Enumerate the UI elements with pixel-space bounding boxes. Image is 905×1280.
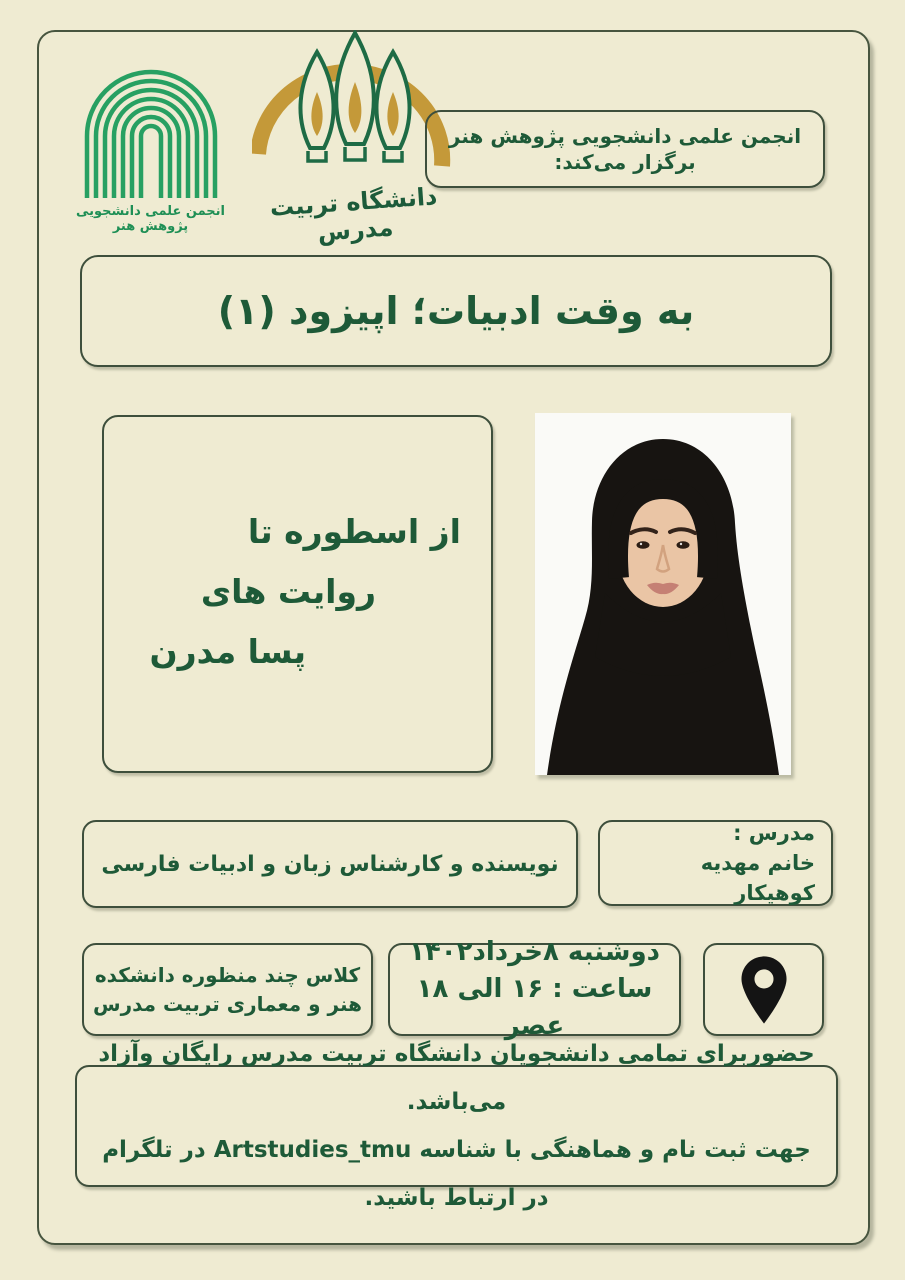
instructor-name: خانم مهدیه کوهیکار: [700, 851, 815, 905]
location-line-2: هنر و معماری تربیت مدرس: [92, 991, 363, 1016]
speaker-photo: [535, 413, 791, 775]
datetime-box: [388, 937, 681, 1041]
event-time: ساعت : ۱۶ الی ۱۸ عصر: [416, 974, 653, 1041]
location-line-1: کلاس چند منظوره دانشکده: [94, 962, 361, 987]
organizer-text: انجمن علمی دانشجویی پژوهش هنر برگزار می‌کند:: [448, 124, 802, 174]
location-box: [82, 943, 373, 1036]
registration-line-1: حضوربرای تمامی دانشجویان دانشگاه تربیت مدرس رایگان وآزاد می‌باشد.: [98, 1041, 815, 1115]
organizer-banner: [425, 110, 825, 188]
topic-line-2: روایت های: [200, 572, 376, 611]
event-title: به وقت ادبیات؛ اپیزود (۱): [217, 289, 695, 333]
registration-line-2: جهت ثبت نام و هماهنگی با شناسه Artstudies_tmu در تلگرام در ارتباط باشید.: [102, 1137, 811, 1211]
instructor-box: [598, 820, 833, 906]
topic-box: [102, 415, 493, 773]
university-logo-caption: دانشگاه تربیت مدرس: [268, 182, 439, 247]
association-logo: [58, 66, 243, 234]
concentric-arches-icon: [84, 66, 218, 200]
event-date: دوشنبه ۸خرداد۱۴۰۲: [409, 937, 660, 967]
portrait-woman-black-hijab-icon: [535, 413, 791, 775]
association-logo-caption: انجمن علمی دانشجویی پژوهش هنر: [75, 204, 226, 234]
location-pin-icon: [738, 954, 790, 1026]
location-pin-box: [703, 943, 824, 1036]
event-title-banner: [80, 255, 832, 367]
registration-info-box: [75, 1041, 838, 1211]
credentials-text: نویسنده و کارشناس زبان و ادبیات فارسی: [101, 851, 559, 877]
topic-line-1: از اسطوره تا: [247, 512, 461, 551]
topic-line-3: پسا مدرن: [149, 632, 306, 671]
instructor-label: مدرس :: [733, 821, 815, 845]
credentials-box: [82, 820, 578, 908]
